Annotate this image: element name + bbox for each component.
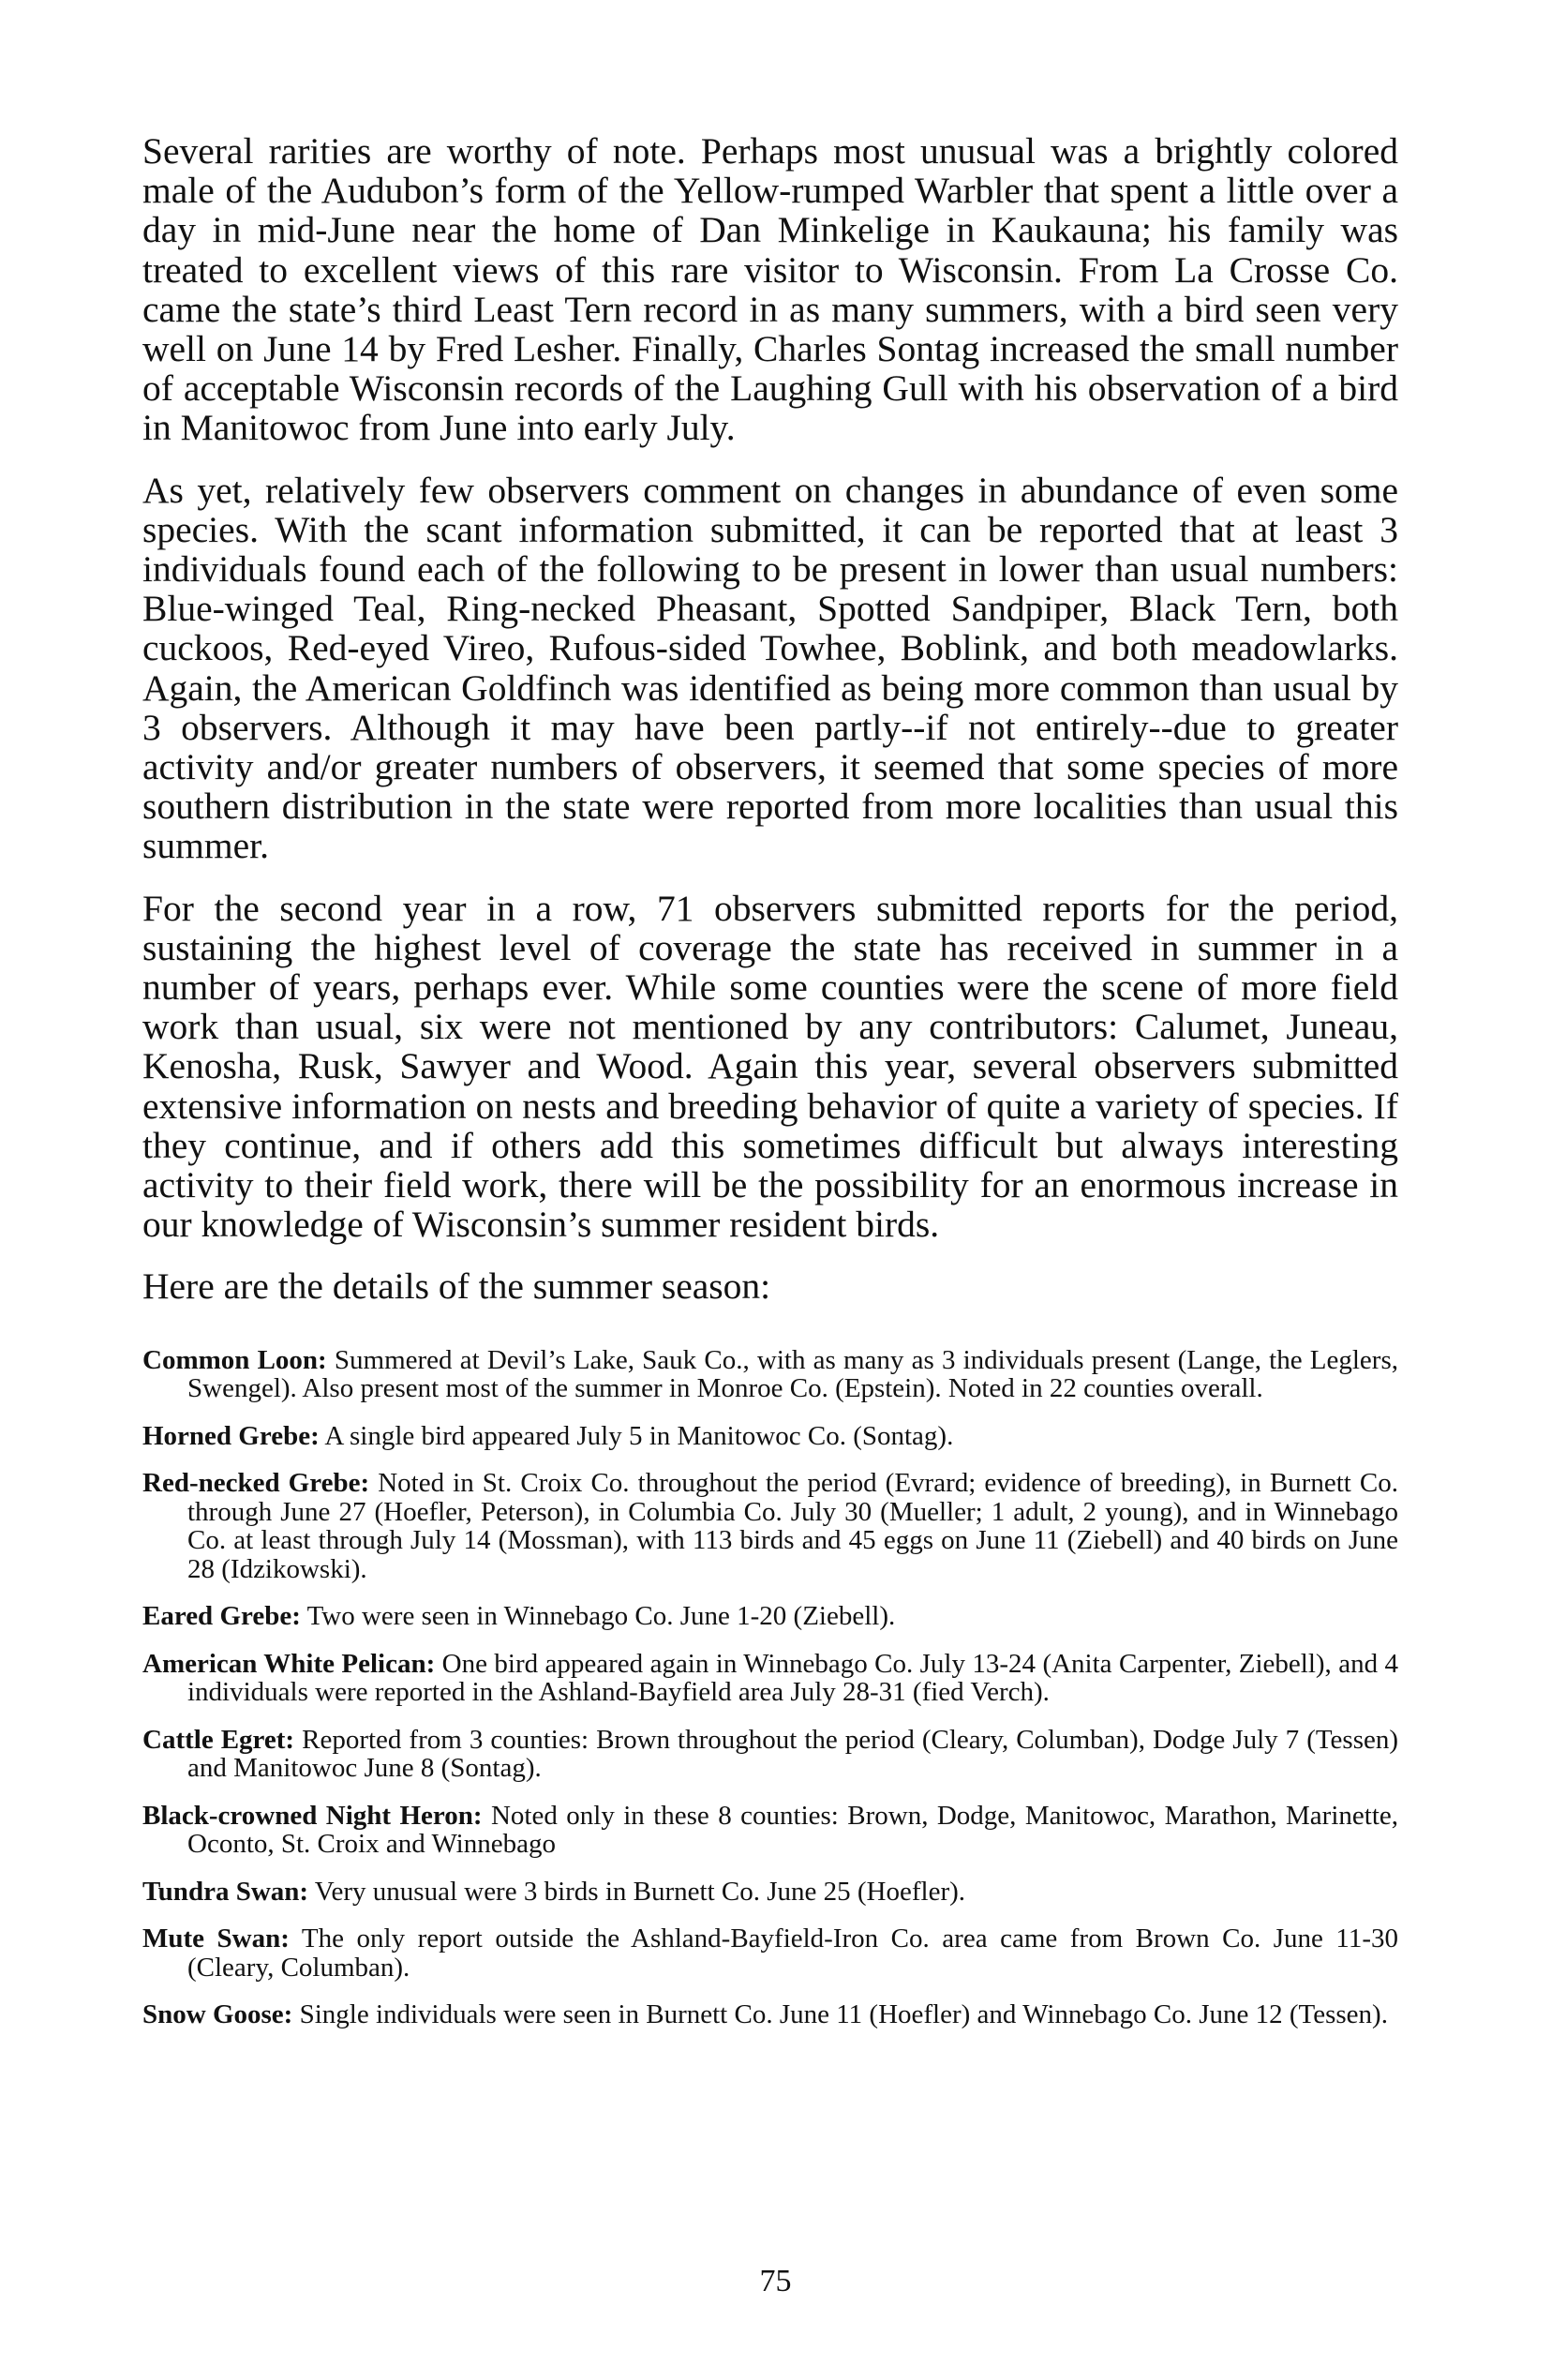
species-record: [142, 1726, 1398, 1783]
species-account: Single individuals were seen in Burnett Co. June 11 (Hoefler) and Winnebago Co. June 12 (Tessen).: [292, 1999, 1388, 2030]
species-record: [142, 1422, 1398, 1451]
narrative-section: [142, 131, 1398, 1307]
paragraph-coverage: For the second year in a row, 71 observers submitted reports for the period, sustaining the highest level of coverage the state has received in summer in a number of years, perhaps ever. While some counties were the scene of more field work than usual, six were not mentioned by any contributors: Calumet, Juneau, Kenosha, Rusk, Sawyer and Wood. Again this year, several observers submitted extensive information on nests and breeding behavior of quite a variety of species. If they continue, and if others add this sometimes difficult but always interesting activity to their field work, there will be the possibility for an enormous increase in our knowledge of Wisconsin’s summer resident birds.: [142, 887, 1398, 1246]
species-record: [142, 2000, 1398, 2029]
species-record: [142, 1802, 1398, 1859]
species-record: [142, 1602, 1398, 1631]
species-name: American White Pelican:: [142, 1648, 436, 1679]
species-account: A single bird appeared July 5 in Manitowoc Co. (Sontag).: [319, 1420, 954, 1451]
paragraph-details-intro: Here are the details of the summer season:: [142, 1265, 771, 1308]
document-page: [142, 131, 1398, 2048]
species-name: Cattle Egret:: [142, 1724, 295, 1755]
species-account: Noted in St. Croix Co. throughout the period (Evrard; evidence of breeding), in Burnett Co. through June 27 (Hoefler, Peterson), in Columbia Co. July 30 (Mueller; 1 adult, 2 young), and in Winnebago Co. at least through July 14 (Mossman), with 113 birds and 45 eggs on June 11 (Ziebell) and 40 birds on June 28 (Idzikowski).: [187, 1468, 1398, 1584]
species-name: Mute Swan:: [142, 1923, 290, 1954]
species-account: Very unusual were 3 birds in Burnett Co. June 25 (Hoefler).: [308, 1876, 966, 1907]
page-number: 75: [759, 2264, 792, 2298]
species-account: Summered at Devil’s Lake, Sauk Co., with as many as 3 individuals present (Lange, the Leglers, Swengel). Also present most of the summer in Monroe Co. (Epstein). Noted in 22 counties overall.: [187, 1344, 1398, 1404]
species-account: Two were seen in Winnebago Co. June 1-20 (Ziebell).: [300, 1601, 896, 1632]
paragraph-rarities: Several rarities are worthy of note. Perhaps most unusual was a brightly colored male of the Audubon’s form of the Yellow-rumped Warbler that spent a little over a day in mid-June near the home of Dan Minkelige in Kaukauna; his family was treated to excellent views of this rare visitor to Wisconsin. From La Crosse Co. came the state’s third Least Tern record in as many summers, with a bird seen very well on June 14 by Fred Lesher. Finally, Charles Sontag increased the small number of acceptable Wisconsin records of the Laughing Gull with his observation of a bird in Manitowoc from June into early July.: [142, 130, 1398, 449]
species-account: Noted only in these 8 counties: Brown, Dodge, Manitowoc, Marathon, Marinette, Oconto, St. Croix and Winnebago: [187, 1800, 1398, 1860]
species-name: Tundra Swan:: [142, 1876, 309, 1907]
species-name: Black-crowned Night Heron:: [142, 1800, 483, 1831]
species-account: Reported from 3 counties: Brown throughout the period (Cleary, Columban), Dodge July 7 (Tessen) and Manitowoc June 8 (Sontag).: [187, 1724, 1399, 1784]
species-record: [142, 1650, 1398, 1707]
species-name: Eared Grebe:: [142, 1601, 301, 1632]
species-record: [142, 1346, 1398, 1403]
species-account: One bird appeared again in Winnebago Co. July 13-24 (Anita Carpenter, Ziebell), and 4 individuals were reported in the Ashland-Bayfield area July 28-31 (fied Verch).: [187, 1648, 1398, 1708]
species-record: [142, 1469, 1398, 1583]
paragraph-abundance: As yet, relatively few observers comment on changes in abundance of even some species. With the scant information submitted, it can be reported that at least 3 individuals found each of the following to be present in lower than usual numbers: Blue-winged Teal, Ring-necked Pheasant, Spotted Sandpiper, Black Tern, both cuckoos, Red-eyed Vireo, Rufous-sided Towhee, Boblink, and both meadowlarks. Again, the American Goldfinch was identified as being more common than usual by 3 observers. Although it may have been partly--if not entirely--due to greater activity and/or greater numbers of observers, it seemed that some species of more southern distribution in the state were reported from more localities than usual this summer.: [142, 469, 1398, 867]
species-record: [142, 1924, 1398, 1982]
species-name: Horned Grebe:: [142, 1420, 320, 1451]
species-account: The only report outside the Ashland-Bayfield-Iron Co. area came from Brown Co. June 11-30 (Cleary, Columban).: [187, 1923, 1399, 1983]
species-name: Snow Goose:: [142, 1999, 293, 2030]
species-record: [142, 1878, 1398, 1907]
species-name: Common Loon:: [142, 1344, 327, 1375]
species-name: Red-necked Grebe:: [142, 1468, 370, 1499]
species-records-list: [142, 1346, 1398, 2029]
